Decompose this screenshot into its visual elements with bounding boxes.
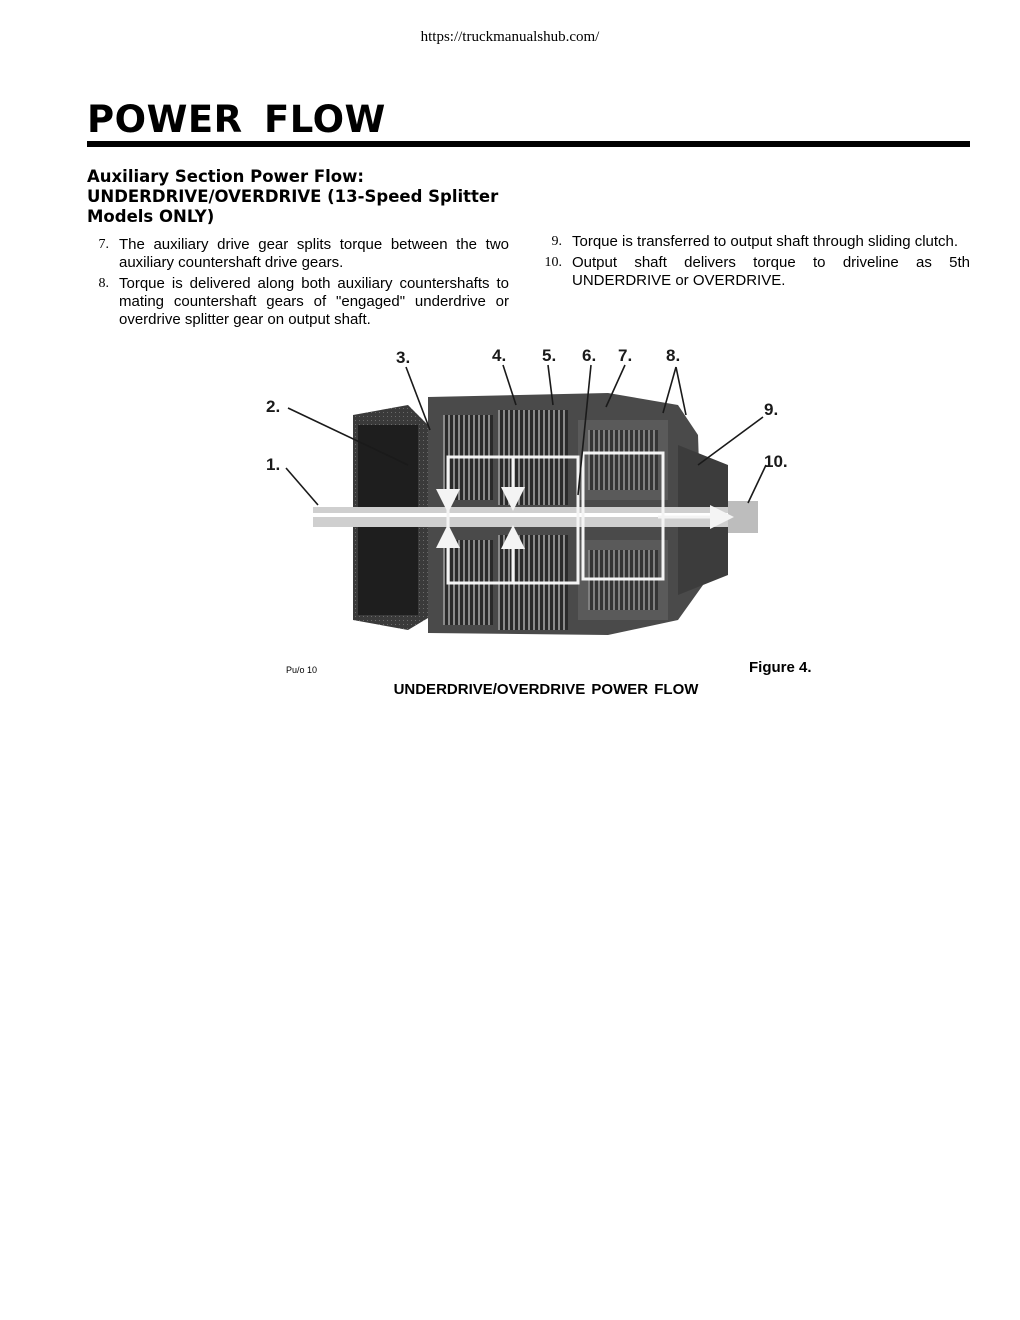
transmission-cutaway-image (258, 335, 813, 653)
page-reference: Pu/o 10 (286, 665, 318, 675)
section-heading-line1: Auxiliary Section Power Flow: (87, 167, 364, 186)
step-9 (540, 233, 970, 251)
step-number: 9. (551, 234, 562, 249)
steps-left-column (87, 236, 509, 332)
callout-3: 3. (396, 348, 411, 367)
step-text: Torque is transferred to output shaft through sliding clutch. (572, 233, 959, 250)
step-text: The auxiliary drive gear splits torque between the two auxiliary countershaft drive gears. (119, 236, 509, 271)
callout-2: 2. (266, 397, 281, 416)
step-number: 10. (544, 255, 562, 270)
figure-caption: UNDERDRIVE/OVERDRIVE POWER FLOW (393, 681, 699, 698)
callout-7: 7. (618, 346, 633, 365)
step-text: Torque is delivered along both auxiliary countershafts to mating countershaft gears of "engaged" underdrive or overdrive splitter gear on output shaft. (119, 275, 509, 328)
step-8 (87, 275, 509, 329)
callout-4: 4. (492, 346, 507, 365)
step-text: Output shaft delivers torque to driveline as 5th UNDERDRIVE or OVERDRIVE. (572, 254, 970, 289)
callout-10: 10. (764, 452, 788, 471)
title-rule (87, 141, 970, 147)
figure-label: Figure 4. (749, 659, 812, 676)
page-title: POWER FLOW (87, 98, 386, 141)
section-heading (87, 167, 527, 227)
source-url[interactable]: https://truckmanualshub.com/ (420, 29, 600, 45)
callout-6: 6. (582, 346, 597, 365)
callout-1: 1. (266, 455, 281, 474)
step-number: 8. (98, 276, 109, 291)
section-heading-line2: UNDERDRIVE/OVERDRIVE (13-Speed Splitter Models ONLY) (87, 187, 499, 226)
callout-5: 5. (542, 346, 557, 365)
step-7 (87, 236, 509, 272)
transmission-cutaway-figure (258, 335, 813, 653)
callout-8: 8. (666, 346, 681, 365)
step-number: 7. (98, 237, 109, 252)
step-10 (540, 254, 970, 290)
steps-right-column (540, 233, 970, 293)
callout-9: 9. (764, 400, 779, 419)
